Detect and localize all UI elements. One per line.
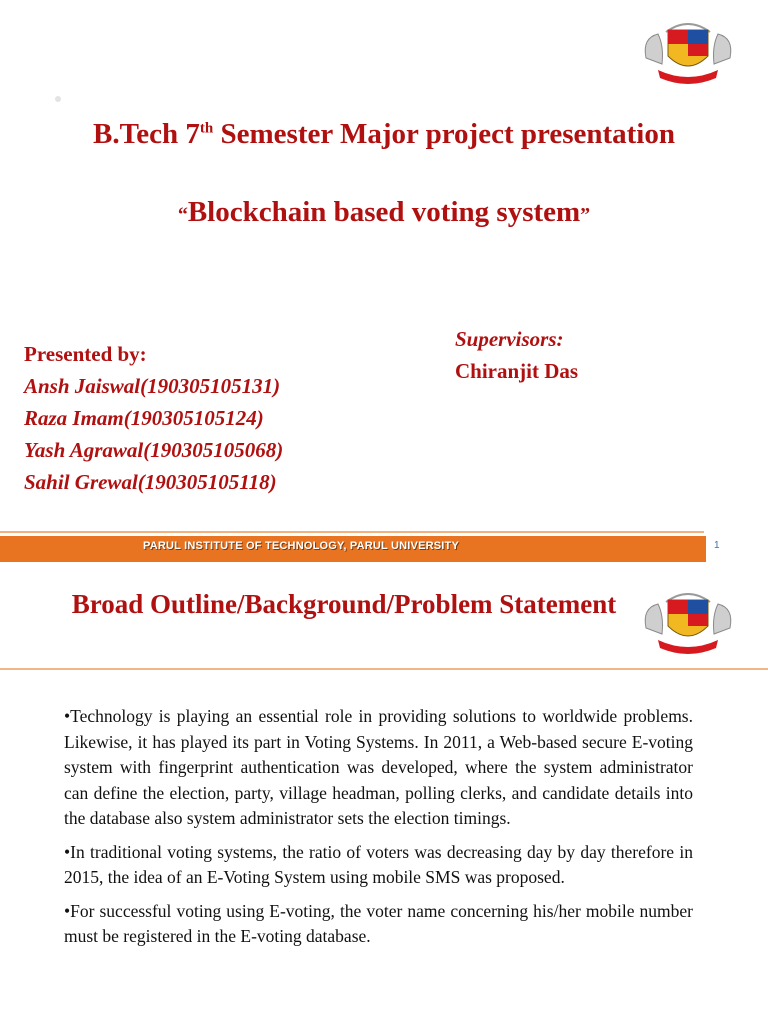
team-member: Ansh Jaiswal(190305105131)	[24, 374, 281, 398]
footer-institute: PARUL INSTITUTE OF TECHNOLOGY, PARUL UNIVERSITY	[143, 540, 459, 552]
title-divider	[0, 668, 768, 670]
bullet-list	[64, 704, 693, 958]
project-title: “Blockchain based voting system”	[177, 196, 591, 228]
supervisor-name: Chiranjit Das	[455, 359, 579, 383]
presented-by-block	[24, 338, 283, 498]
slide-title: Broad Outline/Background/Problem Statement	[71, 589, 617, 619]
footer-divider	[0, 531, 704, 533]
bullet-item: •Technology is playing an essential role in providing solutions to worldwide problems. Likewise, it has played its part in Voting Systems. In 2011, a Web-based secure E-voting system with fingerprint authentication was developed, where the system administrator can define the election, party, village headman, polling clerks, and candidate details into the database also system administrator sets the election timings.	[64, 706, 693, 828]
team-member: Sahil Grewal(190305105118)	[24, 470, 277, 494]
page-number-divider	[704, 536, 706, 562]
bullet-item: •In traditional voting systems, the ratio of voters was decreasing day by day therefore in 2015, the idea of an E-Voting System using mobile SMS was proposed.	[64, 841, 693, 887]
page-number: 1	[714, 540, 720, 551]
bullet-item: •For successful voting using E-voting, the voter name concerning his/her mobile number must be registered in the E-voting database.	[64, 900, 693, 946]
content-slide	[0, 568, 768, 1024]
supervisors-block	[455, 323, 578, 387]
parul-university-crest-icon	[628, 12, 748, 92]
decorative-dot	[55, 96, 61, 102]
supervisors-label: Supervisors:	[455, 327, 564, 351]
team-member: Yash Agrawal(190305105068)	[24, 438, 284, 462]
parul-university-crest-icon	[628, 582, 748, 662]
presentation-title: B.Tech 7th Semester Major project presentation	[93, 118, 675, 150]
team-member: Raza Imam(190305105124)	[24, 406, 264, 430]
presented-by-label: Presented by:	[24, 342, 147, 366]
